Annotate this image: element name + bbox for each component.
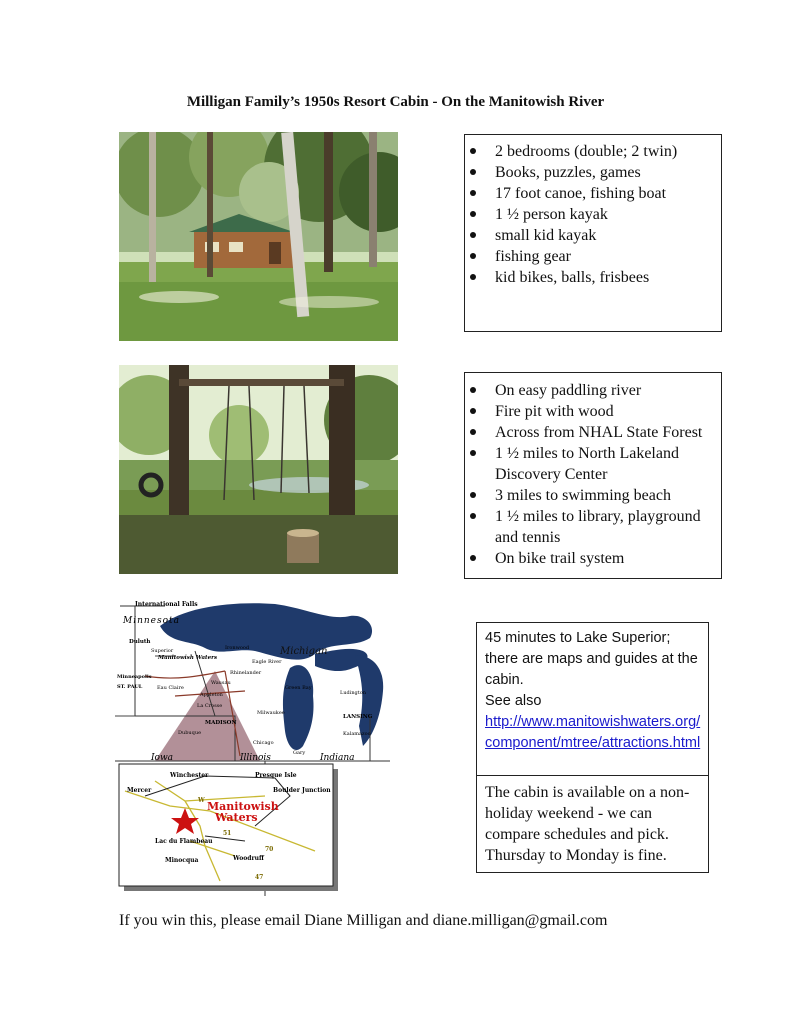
inset-label: 51 bbox=[223, 830, 232, 837]
list-item: small kid kayak bbox=[471, 225, 713, 246]
inset-map bbox=[119, 764, 333, 886]
attractions-link[interactable]: http://www.manitowishwaters.org/component/mtree/attractions.html bbox=[485, 714, 701, 751]
inset-label: Boulder Junction bbox=[273, 787, 331, 794]
contact-footer: If you win this, please email Diane Milligan and diane.milligan@gmail.com bbox=[119, 912, 608, 929]
map-label: Chicago bbox=[253, 740, 274, 746]
list-item: 1 ½ miles to library, playground and tennis bbox=[471, 506, 713, 548]
map-label: LANSING bbox=[343, 714, 373, 720]
list-item: 17 foot canoe, fishing boat bbox=[471, 183, 713, 204]
inset-label: Manitowish bbox=[207, 800, 279, 813]
inset-label: Presque Isle bbox=[255, 772, 297, 779]
map-label: Manitowish Waters bbox=[158, 655, 218, 661]
page-title: Milligan Family’s 1950s Resort Cabin - On the Manitowish River bbox=[186, 94, 605, 110]
amenities-box bbox=[464, 134, 722, 332]
map-label: Green Bay bbox=[285, 685, 312, 691]
map-label: Superior bbox=[151, 648, 174, 654]
inset-label: Mercer bbox=[127, 787, 152, 794]
map-label: La Crosse bbox=[197, 703, 223, 709]
map-label: Minnesota bbox=[123, 616, 181, 626]
list-item: 1 ½ miles to North Lakeland Discovery Center bbox=[471, 443, 713, 485]
list-item: 2 bedrooms (double; 2 twin) bbox=[471, 141, 713, 162]
inset-label: Lac du Flambeau bbox=[155, 838, 213, 845]
map-label: Illinois bbox=[240, 753, 271, 763]
map-label: MADISON bbox=[205, 720, 237, 726]
map-label: Ludington bbox=[340, 690, 367, 696]
list-item: 1 ½ person kayak bbox=[471, 204, 713, 225]
map-label: International Falls bbox=[135, 601, 198, 608]
list-item: Fire pit with wood bbox=[471, 401, 713, 422]
map-label: Eagle River bbox=[252, 659, 282, 665]
map-label: Ironwood bbox=[225, 645, 250, 651]
list-item: 3 miles to swimming beach bbox=[471, 485, 713, 506]
inset-label: Minocqua bbox=[165, 857, 199, 864]
list-item: On bike trail system bbox=[471, 548, 713, 569]
map-label: Rhinelander bbox=[230, 670, 262, 676]
info-text: 45 minutes to Lake Superior; there are maps and guides at the cabin. bbox=[485, 630, 698, 688]
location-list bbox=[471, 380, 713, 569]
map-label: Indiana bbox=[320, 753, 355, 763]
map-label: Appleton bbox=[200, 692, 223, 698]
list-item: kid bikes, balls, frisbees bbox=[471, 267, 713, 288]
map-label: Gary bbox=[293, 750, 306, 756]
amenities-list bbox=[471, 141, 713, 288]
map-label: Wausau bbox=[211, 680, 231, 686]
swing-photo bbox=[119, 365, 398, 574]
map-label: Iowa bbox=[151, 753, 174, 763]
see-also-label: See also bbox=[485, 693, 542, 709]
list-item: Books, puzzles, games bbox=[471, 162, 713, 183]
cabin-photo bbox=[119, 132, 398, 341]
list-item: On easy paddling river bbox=[471, 380, 713, 401]
availability-box bbox=[476, 775, 709, 873]
map-label: Dubuque bbox=[178, 730, 202, 736]
inset-label: 70 bbox=[265, 846, 274, 853]
inset-label: Winchester bbox=[170, 772, 209, 779]
list-item: Across from NHAL State Forest bbox=[471, 422, 713, 443]
list-item: fishing gear bbox=[471, 246, 713, 267]
availability-text: The cabin is available on a non-holiday weekend - we can compare schedules and pick. Thursday to Monday is fine. bbox=[485, 784, 690, 864]
info-box bbox=[476, 622, 709, 776]
inset-label: W bbox=[198, 797, 205, 804]
map-label: Milwaukee bbox=[257, 710, 285, 716]
map-label: Eau Claire bbox=[157, 685, 184, 691]
inset-label: 47 bbox=[255, 874, 264, 881]
map-label: ST. PAUL bbox=[117, 684, 143, 690]
inset-label: Woodruff bbox=[233, 855, 264, 862]
map-label: Minneapolis bbox=[117, 674, 152, 680]
location-box bbox=[464, 372, 722, 579]
map-label: Michigan bbox=[280, 646, 328, 657]
map-label: Duluth bbox=[129, 639, 151, 645]
inset-label: Waters bbox=[215, 811, 258, 824]
map-label: Kalamazoo bbox=[343, 731, 371, 737]
regional-map bbox=[115, 596, 390, 896]
